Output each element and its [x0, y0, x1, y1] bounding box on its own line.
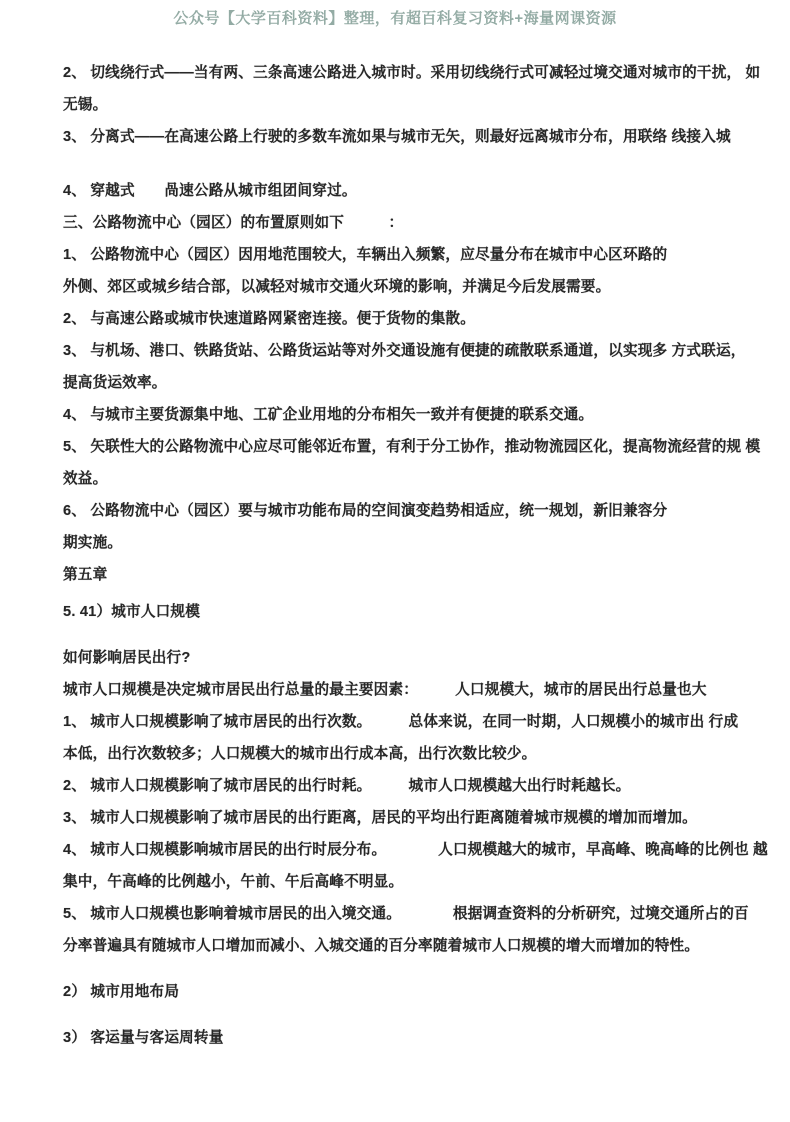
paragraph — [63, 898, 772, 962]
document-body — [63, 57, 772, 1054]
paragraph — [63, 431, 772, 495]
text-line: 1、 城市人口规模影响了城市居民的出行次数。 总体来说，在同一时期，人口规模小的城市出 行成 — [63, 714, 739, 730]
text-line: 城市人口规模是决定城市居民出行总量的最主要因素： 人口规模大，城市的居民出行总量也大 — [63, 682, 707, 698]
text-line: 本低，出行次数较多；人口规模大的城市出行成本高，出行次数比较少。 — [63, 746, 537, 762]
paragraph — [63, 674, 772, 706]
text-line: 3、 与机场、港口、铁路货站、公路货运站等对外交通设施有便捷的疏散联系通道，以实现多 方式联运， — [63, 343, 746, 359]
text-line: 2） 城市用地布局 — [63, 984, 180, 1000]
text-line: 5. 41）城市人口规模 — [63, 604, 201, 620]
text-line: 6、 公路物流中心（园区）要与城市功能布局的空间演变趋势相适应，统一规划，新旧兼容分 — [63, 503, 668, 519]
text-line: 如何影响居民出行? — [63, 650, 191, 666]
paragraph — [63, 706, 772, 770]
text-line: 效益。 — [63, 471, 108, 487]
text-line: 2、 切线绕行式——当有两、三条高速公路进入城市时。采用切线绕行式可减轻过境交通对城市的干扰， 如 — [63, 65, 761, 81]
text-line: 三、公路物流中心（园区）的布置原则如下 ： — [63, 215, 404, 231]
text-line: 第五章 — [63, 567, 108, 583]
paragraph — [63, 642, 772, 674]
paragraph — [63, 335, 772, 399]
text-line: 外侧、郊区或城乡结合部，以减轻对城市交通火环境的影响，并满足今后发展需要。 — [63, 279, 611, 295]
paragraph — [63, 596, 772, 628]
text-line: 集中，午高峰的比例越小，午前、午后高峰不明显。 — [63, 874, 404, 890]
text-line: 2、 城市人口规模影响了城市居民的出行时耗。 城市人口规模越大出行时耗越长。 — [63, 778, 631, 794]
text-line: 分率普遍具有随城市人口增加而减小、入城交通的百分率随着城市人口规模的增大而增加的特性。 — [63, 938, 700, 954]
paragraph — [63, 303, 772, 335]
text-line: 4、 与城市主要货源集中地、工矿企业用地的分布相矢一致并有便捷的联系交通。 — [63, 407, 594, 423]
paragraph — [63, 495, 772, 559]
paragraph — [63, 239, 772, 303]
text-line: 5、 矢联性大的公路物流中心应尽可能邻近布置，有利于分工协作，推动物流园区化，提高物流经营的规 模 — [63, 439, 761, 455]
text-line: 3） 客运量与客运周转量 — [63, 1030, 224, 1046]
paragraph — [63, 57, 772, 121]
paragraph — [63, 834, 772, 898]
paragraph — [63, 770, 772, 802]
text-line: 5、 城市人口规模也影响着城市居民的出入境交通。 根据调查资料的分析研究，过境交通所占的百 — [63, 906, 749, 922]
text-line: 期实施。 — [63, 535, 123, 551]
text-line: 1、 公路物流中心（园区）因用地范围较大，车辆出入频繁，应尽量分布在城市中心区环路的 — [63, 247, 668, 263]
page-header-note: 公众号【大学百科资料】整理，有超百科复习资料+海量网课资源 — [173, 10, 617, 27]
paragraph — [63, 1022, 772, 1054]
text-line: 4、 城市人口规模影响城市居民的出行时辰分布。 人口规模越大的城市，早高峰、晚高峰的比例也 越 — [63, 842, 768, 858]
text-line: 3、 城市人口规模影响了城市居民的出行距离，居民的平均出行距离随着城市规模的增加而增加。 — [63, 810, 697, 826]
text-line: 3、 分离式——在高速公路上行驶的多数车流如果与城市无矢，则最好远离城市分布，用联络 线接入城 — [63, 129, 731, 145]
paragraph — [63, 121, 772, 153]
paragraph — [63, 207, 772, 239]
paragraph — [63, 976, 772, 1008]
text-line: 提高货运效率。 — [63, 375, 167, 391]
paragraph — [63, 399, 772, 431]
text-line: 无锡。 — [63, 97, 108, 113]
text-line: 4、 穿越式 咼速公路从城市组团间穿过。 — [63, 183, 357, 199]
paragraph — [63, 175, 772, 207]
paragraph — [63, 802, 772, 834]
paragraph — [63, 559, 772, 591]
text-line: 2、 与高速公路或城市快速道路网紧密连接。便于货物的集散。 — [63, 311, 476, 327]
